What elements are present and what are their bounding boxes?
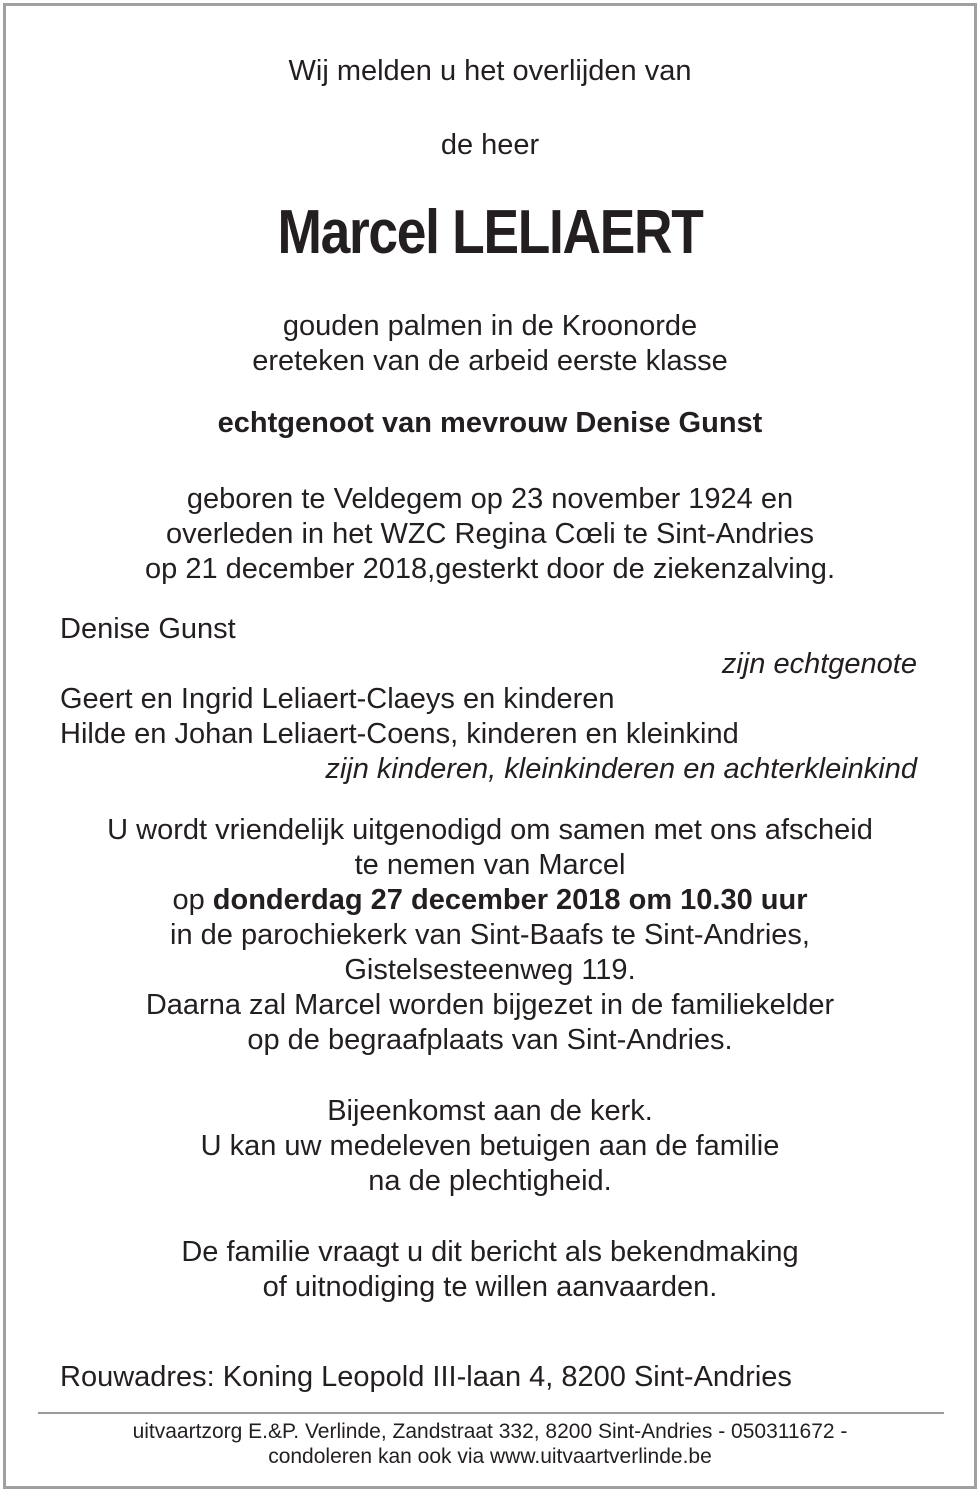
- mourning-address: Rouwadres: Koning Leopold III-laan 4, 8200 Sint-Andries: [60, 1361, 792, 1393]
- honor-2: ereteken van de arbeid eerste klasse: [252, 345, 728, 377]
- invitation-line-7: op de begraafplaats van Sint-Andries.: [247, 1024, 733, 1056]
- birth-line: geboren te Veldegem op 23 november 1924 en: [186, 483, 794, 515]
- invitation-line-4: in de parochiekerk van Sint-Baafs te Sint-Andries,: [170, 919, 810, 951]
- request-line-2: of uitnodiging te willen aanvaarden.: [262, 1271, 718, 1303]
- mourner-child-1: Geert en Ingrid Leliaert-Claeys en kinderen: [60, 683, 615, 715]
- honor-1: gouden palmen in de Kroonorde: [282, 310, 698, 342]
- invitation-line-5: Gistelsesteenweg 119.: [344, 954, 636, 986]
- mourner-children-relation: zijn kinderen, kleinkinderen en achterkleinkind: [325, 753, 917, 785]
- mourner-child-2: Hilde en Johan Leliaert-Coens, kinderen en kleinkind: [60, 718, 739, 750]
- gathering-line-1: Bijeenkomst aan de kerk.: [327, 1095, 653, 1127]
- intro-text: Wij melden u het overlijden van: [288, 55, 692, 87]
- request-line-1: De familie vraagt u dit bericht als bekendmaking: [181, 1236, 799, 1268]
- mourner-spouse-relation: zijn echtgenote: [721, 648, 917, 680]
- invitation-line-2: te nemen van Marcel: [354, 849, 626, 881]
- invitation-line-6: Daarna zal Marcel worden bijgezet in de familiekelder: [145, 989, 835, 1021]
- footer-divider: [38, 1412, 944, 1414]
- gathering-line-2: U kan uw medeleven betuigen aan de familie: [200, 1130, 780, 1162]
- funeral-director-line: uitvaartzorg E.&P. Verlinde, Zandstraat 332, 8200 Sint-Andries - 050311672 -: [132, 1420, 848, 1443]
- gathering-line-3: na de plechtigheid.: [368, 1165, 612, 1197]
- invitation-line-1: U wordt vriendelijk uitgenodigd om samen met ons afscheid: [107, 814, 873, 846]
- invitation-date-prefix: op: [172, 884, 213, 916]
- spouse-line: echtgenoot van mevrouw Denise Gunst: [217, 407, 763, 439]
- title-prefix: de heer: [440, 129, 540, 161]
- deceased-name: Marcel LELIAERT: [277, 198, 703, 267]
- mourner-spouse-name: Denise Gunst: [60, 613, 236, 645]
- death-date-line: op 21 december 2018,gesterkt door de ziekenzalving.: [145, 553, 835, 585]
- death-line: overleden in het WZC Regina Cœli te Sint-Andries: [166, 518, 814, 550]
- funeral-date-time: donderdag 27 december 2018 om 10.30 uur: [212, 884, 808, 916]
- condolence-line: condoleren kan ook via www.uitvaartverlinde.be: [268, 1445, 712, 1468]
- invitation-date-line: [0, 883, 980, 918]
